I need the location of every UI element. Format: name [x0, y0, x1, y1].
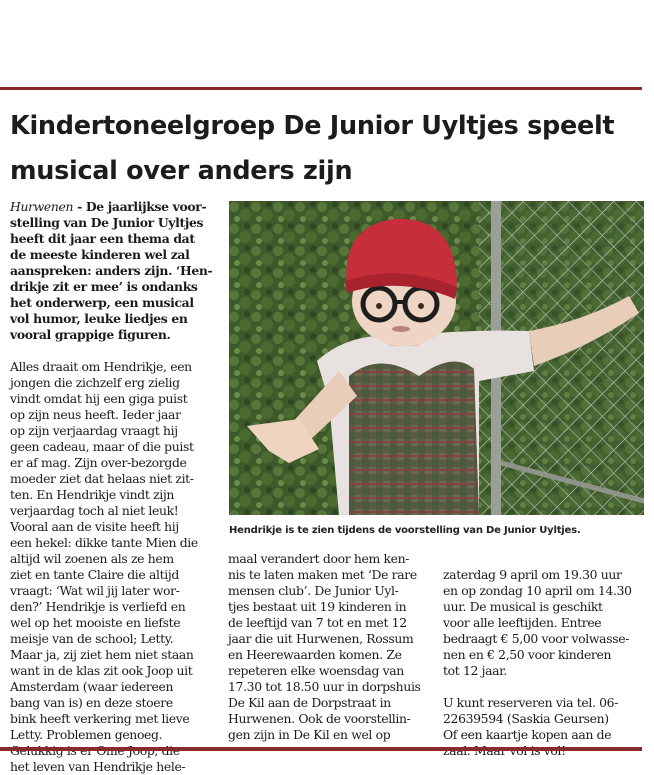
body-line: 17.30 tot 18.50 uur in dorpshuis [228, 679, 421, 694]
body-line: maal verandert door hem ken- [228, 551, 410, 566]
body-line: jaar die uit Hurwenen, Rossum [228, 631, 414, 646]
lead-line: de meeste kinderen wel zal [10, 247, 190, 262]
lead-line: vol humor, leuke liedjes en [10, 311, 188, 326]
body-line: Amsterdam (waar iedereen [10, 679, 174, 694]
body-line: vraagt: ‘Wat wil jij later wor- [10, 583, 180, 598]
body-line: altijd wil zoenen als ze hem [10, 551, 174, 566]
headline-line-2: musical over anders zijn [10, 156, 353, 186]
body-line: Of een kaartje kopen aan de [443, 727, 612, 742]
sweater-vest [349, 361, 479, 515]
body-line: op zijn neus heeft. Ieder jaar [10, 407, 181, 422]
body-line: Vooral aan de visite heeft hij [10, 519, 179, 534]
article-photo [229, 201, 644, 515]
body-line: repeteren elke woensdag van [228, 663, 404, 678]
body-line: den?’ Hendrikje is verliefd en [10, 599, 186, 614]
lead-line: het onderwerp, een musical [10, 295, 194, 310]
body-line: bang van is) en deze stoere [10, 695, 173, 710]
body-line: een hekel: dikke tante Mien die [10, 535, 198, 550]
body-line: ziet en tante Claire die altijd [10, 567, 179, 582]
paragraph-gap [443, 679, 643, 695]
lead-line: drikje zit er mee’ is ondanks [10, 279, 198, 294]
lead-line [10, 199, 220, 215]
body-line: nis te laten maken met ‘De rare [228, 567, 417, 582]
article-headline [10, 104, 640, 194]
top-divider-rule [0, 87, 642, 90]
photo-illustration [229, 201, 644, 515]
headline-line-1: Kindertoneelgroep De Junior Uyltjes speelt [10, 111, 615, 141]
body-line: gen zijn in De Kil en wel op [228, 727, 391, 742]
body-line: op zijn verjaardag vraagt hij [10, 423, 178, 438]
body-line: tot 12 jaar. [443, 663, 507, 678]
article-column-2 [228, 551, 433, 743]
body-line: vindt omdat hij een giga puist [10, 391, 188, 406]
lead-line: heeft dit jaar een thema dat [10, 231, 195, 246]
body-line [443, 743, 643, 759]
body-line: en Heerewaarden komen. Ze [228, 647, 402, 662]
body-line: de leeftijd van 7 tot en met 12 [228, 615, 407, 630]
body-line: De Kil aan de Dorpstraat in [228, 695, 391, 710]
lead-line: stelling van De Junior Uyltjes [10, 215, 204, 230]
body-line: Hurwenen. Ook de voorstellin- [228, 711, 411, 726]
body-line: voor alle leeftijden. Entree [443, 615, 602, 630]
body-line: Alles draait om Hendrikje, een [10, 359, 192, 374]
article-lead [10, 199, 220, 343]
body-line: moeder ziet dat helaas niet zit- [10, 471, 194, 486]
body-line: meisje van de school; Letty. [10, 631, 174, 646]
body-line: jongen die zichzelf erg zielig [10, 375, 180, 390]
body-line: U kunt reserveren via tel. 06- [443, 695, 619, 710]
body-line: het leven van Hendrikje hele- [10, 759, 186, 774]
lead-line: aanspreken: anders zijn. ‘Hen- [10, 263, 213, 278]
lead-text: - De jaarlijkse voor- [73, 199, 207, 214]
body-line: ten. En Hendrikje vindt zijn [10, 487, 174, 502]
dateline: Hurwenen [10, 199, 74, 214]
body-line: er af mag. Zijn over-bezorgde [10, 455, 187, 470]
paragraph-gap [10, 343, 220, 359]
body-line: Maar ja, zij ziet hem niet staan [10, 647, 194, 662]
body-line: zaterdag 9 april om 19.30 uur [443, 567, 622, 582]
article-column-3 [443, 567, 643, 759]
body-line: verjaardag toch al niet leuk! [10, 503, 179, 518]
body-line: mensen club’. De Junior Uyl- [228, 583, 399, 598]
body-line: want in de klas zit ook Joop uit [10, 663, 193, 678]
photo-caption: Hendrikje is te zien tijdens de voorstelling van De Junior Uyltjes. [229, 525, 581, 536]
bottom-divider-rule [0, 747, 642, 751]
body-paragraph [10, 359, 220, 775]
body-line: uur. De musical is geschikt [443, 599, 603, 614]
body-line: Letty. Problemen genoeg. [10, 727, 163, 742]
body-line: 22639594 (Saskia Geursen) [443, 711, 609, 726]
body-line: wel op het mooiste en liefste [10, 615, 181, 630]
article-column-1 [10, 199, 220, 775]
body-line: nen en € 2,50 voor kinderen [443, 647, 612, 662]
body-line: bink heeft verkering met lieve [10, 711, 190, 726]
body-line: geen cadeau, maar of die puist [10, 439, 194, 454]
lead-line: vooral grappige figuren. [10, 327, 171, 342]
body-line [10, 743, 220, 759]
body-line: tjes bestaat uit 19 kinderen in [228, 599, 407, 614]
body-line: bedraagt € 5,00 voor volwasse- [443, 631, 630, 646]
body-line: en op zondag 10 april om 14.30 [443, 583, 632, 598]
